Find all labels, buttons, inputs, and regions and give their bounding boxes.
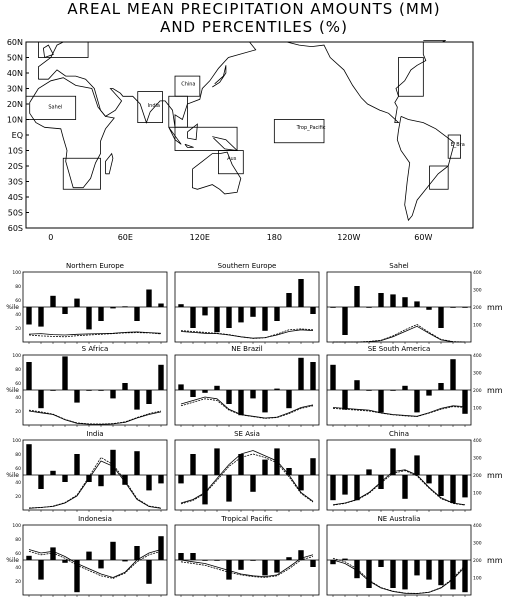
percentile-bar xyxy=(122,383,127,390)
percentile-bar xyxy=(330,307,335,308)
lat-tick-label: 20N xyxy=(6,100,23,109)
right-tick-label: 200 xyxy=(473,559,482,564)
percentile-bar xyxy=(366,390,371,391)
percentile-bar xyxy=(238,307,243,322)
left-tick-label: 40 xyxy=(15,481,21,486)
percentile-bar xyxy=(50,390,55,391)
percentile-bar xyxy=(426,307,431,310)
panel-se-asia xyxy=(175,430,319,512)
panel-title: NE Brazil xyxy=(231,345,263,353)
lat-tick-label: EQ xyxy=(11,131,23,140)
percentile-bar xyxy=(26,444,31,475)
percentile-bar xyxy=(202,560,207,561)
panel-northern-europe xyxy=(6,262,167,344)
left-tick-label: 20 xyxy=(15,580,21,585)
percentile-bar xyxy=(438,560,443,585)
percentile-bar xyxy=(74,299,79,307)
normal-line xyxy=(29,458,161,508)
percentile-bar xyxy=(190,454,195,475)
left-tick-label: 20 xyxy=(15,495,21,500)
percentile-bar xyxy=(438,307,443,328)
precip-line xyxy=(181,397,313,418)
normal-line xyxy=(333,558,465,593)
right-tick-label: 100 xyxy=(473,576,482,582)
panel-indonesia xyxy=(6,515,167,597)
region-label: China xyxy=(181,81,196,88)
lon-tick-label: 60W xyxy=(414,233,433,240)
left-tick-label: 60 xyxy=(15,382,21,387)
right-axis-label: mm xyxy=(487,471,503,480)
percentile-bar xyxy=(450,560,455,589)
panel-title: Indonesia xyxy=(78,515,112,523)
right-tick-label: 100 xyxy=(473,491,482,497)
percentile-bar xyxy=(74,454,79,475)
lon-tick-label: 180 xyxy=(266,233,282,240)
percentile-bar xyxy=(450,307,455,308)
panel-title: S Africa xyxy=(81,345,109,353)
percentile-bar xyxy=(74,560,79,592)
normal-line xyxy=(333,325,465,343)
right-axis-label: mm xyxy=(487,386,503,395)
lat-tick-label: 10N xyxy=(6,115,23,125)
precip-line xyxy=(181,555,313,577)
panel-ne-brazil xyxy=(175,345,319,427)
percentile-bar xyxy=(62,475,67,482)
lat-tick-label: 40N xyxy=(6,69,23,78)
lon-tick-label: 0 xyxy=(48,233,54,240)
percentile-bar xyxy=(438,475,443,496)
percentile-bar xyxy=(110,450,115,475)
percentile-bar xyxy=(122,306,127,307)
region-label: Trop_Pacific xyxy=(296,124,326,131)
panel-title: SE South America xyxy=(367,345,431,353)
percentile-bar xyxy=(310,560,315,567)
left-tick-label: 60 xyxy=(15,467,21,472)
percentile-bar xyxy=(250,390,255,398)
percentile-bar xyxy=(354,380,359,390)
percentile-bar xyxy=(214,560,219,561)
percentile-bar xyxy=(134,451,139,475)
precip-line xyxy=(29,550,161,578)
percentile-bar xyxy=(62,307,67,314)
panel-title: Northern Europe xyxy=(66,262,124,270)
percentile-bar xyxy=(98,307,103,321)
region-label: Aus xyxy=(227,155,237,162)
percentile-bar xyxy=(426,475,431,483)
panel-title: India xyxy=(86,430,104,438)
lon-tick-label: 120W xyxy=(337,233,361,240)
left-tick-label: 100 xyxy=(12,439,21,444)
percentile-bar xyxy=(262,560,267,575)
left-axis-label: %ile xyxy=(6,304,19,311)
percentile-bar xyxy=(158,365,163,390)
right-axis-label: mm xyxy=(487,556,503,565)
left-tick-label: 40 xyxy=(15,313,21,318)
percentile-bar xyxy=(342,390,347,410)
right-tick-label: 100 xyxy=(473,323,482,329)
normal-line xyxy=(181,454,313,504)
left-tick-label: 80 xyxy=(15,368,21,373)
left-axis-label: %ile xyxy=(6,557,19,564)
lat-tick-label: 30N xyxy=(6,84,23,94)
panel-title: Tropical Pacific xyxy=(221,515,273,523)
percentile-bar xyxy=(274,389,279,390)
percentile-bar xyxy=(122,560,127,561)
right-tick-label: 300 xyxy=(473,371,482,377)
percentile-bar xyxy=(238,560,243,570)
percentile-bar xyxy=(38,560,43,580)
percentile-bar xyxy=(86,552,91,560)
normal-line xyxy=(333,471,465,506)
percentile-bar xyxy=(402,475,407,499)
precip-line xyxy=(333,560,465,594)
panel-title: China xyxy=(389,430,409,438)
percentile-bar xyxy=(298,279,303,307)
percentile-bar xyxy=(378,560,383,567)
percentile-bar xyxy=(354,475,359,500)
percentile-bar xyxy=(238,390,243,415)
percentile-bar xyxy=(226,307,231,328)
percentile-bar xyxy=(414,455,419,475)
percentile-bar xyxy=(250,475,255,492)
percentile-bar xyxy=(86,307,91,329)
percentile-bar xyxy=(450,359,455,390)
percentile-bar xyxy=(402,386,407,390)
percentile-bar xyxy=(414,390,419,412)
left-tick-label: 40 xyxy=(15,396,21,401)
right-tick-label: 100 xyxy=(473,406,482,412)
left-tick-label: 20 xyxy=(15,327,21,332)
percentile-bar xyxy=(26,307,31,325)
percentile-bar xyxy=(158,475,163,483)
left-tick-label: 80 xyxy=(15,538,21,543)
percentile-bar xyxy=(390,294,395,307)
percentile-bar xyxy=(342,475,347,495)
percentile-bar xyxy=(110,542,115,560)
region-label: E_Bra xyxy=(450,141,465,148)
percentile-bar xyxy=(330,475,335,500)
normal-line xyxy=(333,407,465,417)
right-tick-label: 200 xyxy=(473,306,482,311)
percentile-bar xyxy=(366,560,371,588)
percentile-bar xyxy=(226,390,231,404)
precip-line xyxy=(333,406,465,417)
left-tick-label: 80 xyxy=(15,285,21,290)
percentile-bar xyxy=(310,307,315,314)
precip-line xyxy=(29,461,161,508)
percentile-bar xyxy=(190,553,195,560)
lat-tick-label: 60S xyxy=(7,224,23,233)
left-tick-label: 60 xyxy=(15,552,21,557)
percentile-bar xyxy=(274,307,279,321)
panel-title: SE Asia xyxy=(234,430,260,438)
percentile-bar xyxy=(426,390,431,396)
percentile-bar xyxy=(158,536,163,560)
percentile-bar xyxy=(366,469,371,475)
panel-ne-australia xyxy=(327,515,503,597)
percentile-bar xyxy=(146,475,151,490)
right-tick-label: 400 xyxy=(473,524,482,529)
right-tick-label: 300 xyxy=(473,456,482,462)
percentile-bar xyxy=(250,307,255,317)
percentile-bar xyxy=(50,296,55,307)
right-axis-label: mm xyxy=(487,303,503,312)
panel-china xyxy=(327,430,503,512)
percentile-bar xyxy=(310,458,315,475)
lat-tick-label: 60N xyxy=(6,38,23,47)
percentile-bar xyxy=(226,475,231,502)
panel-title: NE Australia xyxy=(377,515,421,523)
percentile-bar xyxy=(158,304,163,308)
panel-tropical-pacific xyxy=(175,515,319,597)
lat-tick-label: 10S xyxy=(7,146,23,156)
percentile-bar xyxy=(178,553,183,560)
percentile-bar xyxy=(414,301,419,307)
percentile-bar xyxy=(190,390,195,397)
panel-s-africa xyxy=(6,345,167,427)
right-tick-label: 400 xyxy=(473,439,482,444)
percentile-bar xyxy=(462,560,467,592)
percentile-bar xyxy=(414,560,419,575)
left-tick-label: 80 xyxy=(15,453,21,458)
lat-tick-label: 20S xyxy=(7,162,23,171)
percentile-bar xyxy=(178,475,183,483)
percentile-bar xyxy=(98,390,103,391)
percentile-bar xyxy=(214,307,219,332)
lon-tick-label: 120E xyxy=(189,233,210,240)
percentile-bar xyxy=(262,390,267,412)
percentile-bar xyxy=(298,358,303,390)
percentile-bar xyxy=(262,307,267,331)
percentile-bar xyxy=(26,556,31,560)
percentile-bar xyxy=(402,560,407,589)
lat-tick-label: 50N xyxy=(6,53,23,63)
right-tick-label: 200 xyxy=(473,474,482,479)
percentile-bar xyxy=(342,307,347,335)
panel-india xyxy=(6,430,167,512)
right-tick-label: 200 xyxy=(473,389,482,394)
percentile-bar xyxy=(146,290,151,308)
percentile-bar xyxy=(286,293,291,307)
percentile-bar xyxy=(310,362,315,390)
left-tick-label: 100 xyxy=(12,354,21,359)
left-tick-label: 100 xyxy=(12,271,21,276)
percentile-bar xyxy=(342,559,347,560)
region-label: Sahel xyxy=(48,104,63,111)
percentile-bar xyxy=(38,390,43,408)
percentile-bar xyxy=(378,293,383,307)
precip-line xyxy=(29,411,161,424)
percentile-bar xyxy=(390,390,395,391)
lat-tick-label: 30S xyxy=(7,177,23,187)
percentile-bar xyxy=(50,547,55,560)
percentile-bar xyxy=(178,384,183,390)
lon-tick-label: 60E xyxy=(117,233,133,240)
percentile-bar xyxy=(86,390,91,391)
percentile-bar xyxy=(190,307,195,328)
percentile-bar xyxy=(462,475,467,497)
percentile-bar xyxy=(298,475,303,490)
percentile-bar xyxy=(178,304,183,307)
percentile-bar xyxy=(110,390,115,398)
percentile-bar xyxy=(134,546,139,560)
percentile-bar xyxy=(62,356,67,390)
percentile-bar xyxy=(98,475,103,486)
percentile-bar xyxy=(366,307,371,308)
percentile-bar xyxy=(462,390,467,414)
precip-line xyxy=(181,330,313,338)
percentile-bar xyxy=(330,365,335,390)
left-axis-label: %ile xyxy=(6,387,19,394)
percentile-bar xyxy=(38,307,43,327)
left-tick-label: 40 xyxy=(15,566,21,571)
percentile-bar xyxy=(402,297,407,307)
percentile-bar xyxy=(354,286,359,307)
percentile-bar xyxy=(286,557,291,560)
normal-line xyxy=(29,551,161,578)
percentile-bar xyxy=(202,390,207,393)
percentile-bar xyxy=(462,307,467,308)
percentile-bar xyxy=(390,560,395,588)
lat-tick-label: 40S xyxy=(7,193,23,202)
percentile-bar xyxy=(74,390,79,403)
percentile-bar xyxy=(98,560,103,568)
title-line-1: AREAL MEAN PRECIPITATION AMOUNTS (MM) xyxy=(67,0,441,18)
left-tick-label: 60 xyxy=(15,299,21,304)
percentile-bar xyxy=(450,475,455,503)
percentile-bar xyxy=(62,560,67,563)
left-tick-label: 20 xyxy=(15,410,21,415)
percentile-bar xyxy=(274,560,279,573)
percentile-bar xyxy=(26,362,31,390)
percentile-bar xyxy=(262,460,267,475)
percentile-bar xyxy=(426,560,431,580)
right-tick-label: 400 xyxy=(473,354,482,359)
percentile-bar xyxy=(134,390,139,410)
normal-line xyxy=(29,333,161,337)
right-tick-label: 300 xyxy=(473,288,482,294)
percentile-bar xyxy=(214,448,219,475)
percentile-bar xyxy=(286,390,291,408)
percentile-bar xyxy=(214,386,219,390)
left-tick-label: 100 xyxy=(12,524,21,529)
percentile-bar xyxy=(50,471,55,475)
percentile-bar xyxy=(134,307,139,321)
percentile-bar xyxy=(438,383,443,390)
percentile-bar xyxy=(250,560,255,561)
panel-se-south-america xyxy=(327,345,503,427)
right-tick-label: 300 xyxy=(473,541,482,547)
percentile-bar xyxy=(110,307,115,308)
percentile-bar xyxy=(378,390,383,412)
lat-tick-label: 50S xyxy=(7,208,23,218)
percentile-bar xyxy=(146,560,151,584)
percentile-bar xyxy=(146,390,151,404)
percentile-bar xyxy=(38,475,43,489)
percentile-bar xyxy=(286,468,291,475)
panel-southern-europe xyxy=(175,262,319,344)
percentile-bar xyxy=(274,448,279,475)
percentile-bar xyxy=(202,307,207,315)
right-tick-label: 400 xyxy=(473,271,482,276)
region-label: India xyxy=(147,103,160,110)
panel-sahel xyxy=(327,262,503,344)
precip-line xyxy=(333,326,465,342)
left-axis-label: %ile xyxy=(6,472,19,479)
panel-title: Sahel xyxy=(389,262,409,270)
precip-line xyxy=(181,451,313,504)
panel-title: Southern Europe xyxy=(217,262,277,270)
title-line-2: AND PERCENTILES (%) xyxy=(160,18,348,36)
